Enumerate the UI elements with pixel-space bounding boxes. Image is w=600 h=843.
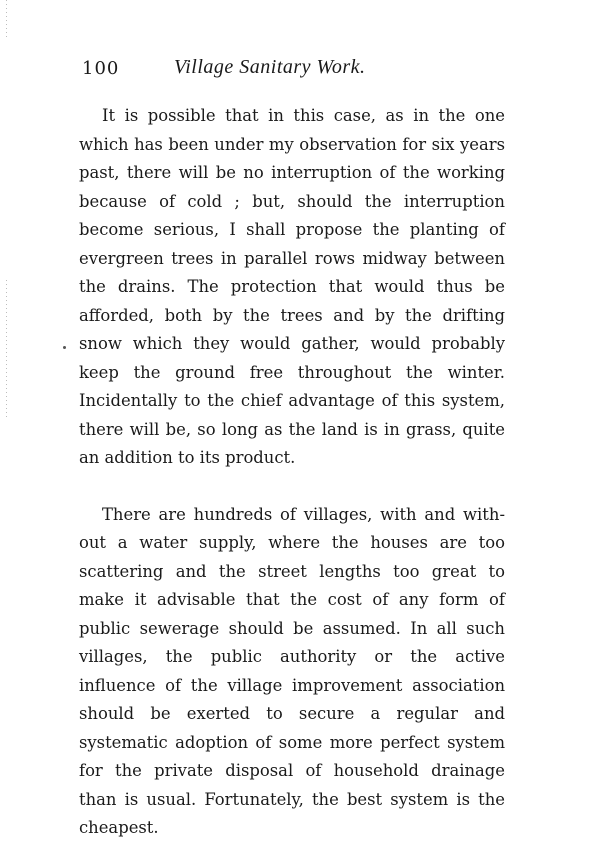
page-number: 100: [82, 58, 120, 79]
margin-scan-mark-top: [6, 0, 7, 40]
paragraph-1: It is possible that in this case, as in the one which has been under my observation for six years past, there will be no interruption of the working because of cold ; but, should the interruption become serious, I shall propose the planting of evergreen trees in parallel rows midway between the drains. The protection that would thus be afforded, both by the trees and by the drifting snow which they would gather, would probably keep the ground free throughout the winter. Incidentally to the chief advantage of this system, there will be, so long as the land is in grass, quite an addition to its product.: [79, 106, 505, 467]
running-title: Village Sanitary Work.: [174, 56, 366, 78]
margin-scan-mark-middle: [6, 280, 7, 420]
paragraph-2: There are hundreds of villages, with and without a water supply, where the houses are too scattering and the street lengths too great to make it advisable that the cost of any form of public sewerage should be assumed. In all such villages, the public authority or the active influence of the village improvement association should be exerted to secure a regular and systematic adoption of some more perfect system for the private disposal of household drainage than is usual. Fortunately, the best system is the cheapest.: [79, 504, 505, 837]
page-header: [82, 58, 522, 88]
margin-dot-mark: [63, 346, 66, 349]
body-text: [79, 102, 505, 843]
